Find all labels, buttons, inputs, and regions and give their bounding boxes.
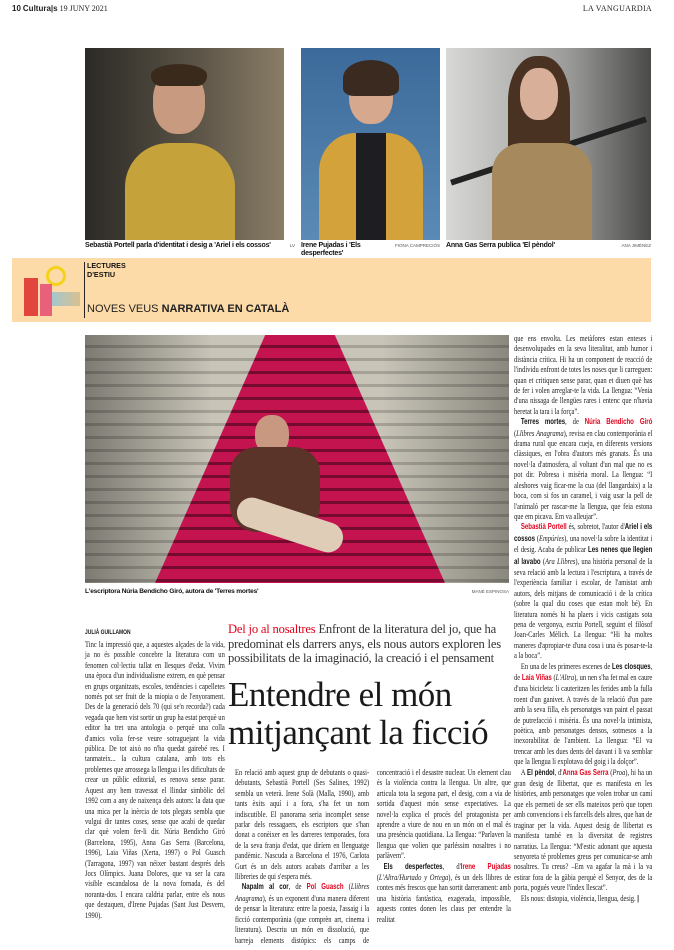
text-run: ), és un dels llibres de contes més frescos que han sortit darrerament: amb una història fantàstica, exagerada, impossible, aquests contes donen les claus per entendre la realitat	[376, 872, 511, 924]
left-column-text	[85, 639, 225, 920]
section-title-light: NOVES VEUS	[87, 303, 159, 315]
book-title: |	[637, 893, 640, 903]
text-run: Tinc la impressió que, a aquestes alçades de la vida, ja no és possible concebre la literatura com un fenomen col·lectiu tallat en llesques d'edat. Vivim una època d'un individualisme extrem, en què pensar en grups organitzats, escoles, tendències i capelletes només pot ser fruit de la miopia o de l'enyorament. Des de la generació dels 70 (qui se'n recorda?) cada vegada que hem vist sortir un grup ha estat perquè un editor ha tret una antologia o perquè una colla d'amics volia fer-se veure sotraguejant la vida pública. De tot això no n'ha quedat gairebé res. I tanmateix... la cultura catalana, amb tots els problemes que arrossega la llengua i les dificultats de crear un públic editorial, es renova sense parar. Aquest any hem travessat el llindar simbòlic del 1992 com a any de naixença dels autors: la data que una mica per la inèrcia de tots plegats sembla que vulgui dir tantes coses, sense que acabi de quedar clar què volem fer-li dir. Núria Bendicho Giró (Barcelona, 1995), Anna Gas Serra (Barcelona, 1996), Laia Viñas (Xerta, 1997) o Pol Guasch (Tarragona, 1997) van néixer bastant després dels Jocs Olímpics. Juana Dolores, que va ser la cara visible escandalosa de la nova fornada, és del noranta-dos. I encara caldria parlar, entre els nous que destaquen, d'Irene Pujadas (Sant Just Desvern, 1990).	[85, 639, 225, 920]
paragraph	[514, 416, 652, 521]
publisher-name: Llibres Anagrama	[235, 881, 370, 903]
article-headline: Entendre el món mitjançant la ficció	[228, 675, 489, 752]
photo-caption-1: Sebastià Portell parla d'identitat i desig a 'Ariel i els cossos'	[85, 242, 271, 249]
text-run: ), és un exponent d'una manera diferent de pensar la literatura: entre la poesia, l'assaig i la ficció contemporània (que comprèn art, cinema i literatura). Descriu un món en dissolució, que barreja elements distòpics: els camps de concentració i el desastre nuclear. Un element clau és la violència contra la llengua. Un altre, que articula tota la segona part, el desig, com a via de sortida d'aquest món sense expectatives. La novel·la explica el procés del protagonista per aprendre a viure de nou en un món on el mal és una presència quotidiana. La llengua: “Parlaven la llengua que volien que parléssim nosaltres i no parlàvem”.	[235, 767, 511, 945]
main-photo-caption-row	[85, 588, 509, 596]
section-title	[87, 303, 289, 315]
text-run: (	[551, 672, 556, 682]
paragraph	[514, 333, 652, 416]
main-photo-nuria-bendicho	[85, 335, 509, 583]
text-run: (	[608, 766, 613, 777]
photo-caption-row-2	[301, 242, 440, 257]
photo-anna-gas-serra	[446, 48, 651, 240]
publisher-name: Proa	[612, 766, 626, 777]
byline: JULIÀ GUILLAMON	[85, 629, 131, 636]
paragraph	[85, 639, 225, 920]
paragraph	[514, 893, 652, 904]
publisher-name: Llibres Anagrama	[516, 427, 564, 438]
photo-credit-3: ANA JIMÉNEZ	[621, 243, 651, 248]
photo-caption-row-3	[446, 242, 651, 250]
book-title: Les closques	[612, 661, 651, 671]
section-title-bold: NARRATIVA EN CATALÀ	[161, 303, 290, 315]
publisher-name: Empúries	[539, 532, 565, 543]
text-run: Els nous: distopia, violència, llengua, desig.	[520, 892, 638, 903]
section-band	[12, 258, 651, 322]
article-deck	[228, 622, 513, 666]
book-title: Ariel i els cossos	[514, 522, 653, 543]
book-title: Napalm al cor	[241, 882, 289, 892]
author-name: Núria Bendicho Giró	[584, 417, 653, 427]
paragraph	[514, 521, 652, 660]
text-run: és, sobretot, l'autor d'	[566, 521, 625, 532]
text-run: ), un nen s'ha fet mal en caure d'una bicicleta: li cauteritzen les ferides amb la fulla roent d'un ganivet. A través de la relació d'un pare amb la seva filla, els personatges van paint el passat de putrefacció i misèria. És una novel·la intimista, poètica, amb personatges densos, sotmesos a la inexorabilitat de l'ambient. La llengua: “El va trencar amb les dues dents del davant i li va semblar que la llengua li explotava del goig i la dolçor”.	[514, 672, 653, 767]
photo-caption-2: Irene Pujadas i 'Els desperfectes'	[301, 242, 361, 257]
text-run: , d'	[442, 860, 461, 871]
author-name: Pol Guasch	[306, 882, 344, 892]
text-run: (	[376, 872, 379, 883]
photo-irene-pujadas	[301, 48, 440, 240]
band-divider	[84, 262, 85, 318]
publisher-name: L'Altra/Hurtado y Ortega	[378, 872, 449, 883]
deck-kicker: Del jo al nosaltres	[228, 622, 316, 636]
main-photo-caption: L'escriptora Núria Bendicho Giró, autora de 'Terres mortes'	[85, 588, 259, 595]
paragraph	[377, 861, 511, 924]
text-run: , de	[288, 881, 307, 892]
page-number: 10	[12, 4, 21, 13]
author-name: Irene Pujadas	[460, 861, 511, 871]
text-run: ), una novel·la sobre la identitat i el desig. Acaba de publicar	[514, 532, 653, 555]
photo-caption-row-1	[85, 242, 295, 250]
main-photo-credit: MANÉ ESPINOSA	[471, 589, 509, 594]
author-name: Sebastià Portell	[520, 522, 567, 532]
paragraph	[514, 767, 652, 893]
text-run: (	[534, 532, 540, 543]
photo-credit-2: FIONA CAMPRECIÓS	[394, 243, 440, 248]
text-run: , de	[514, 660, 653, 682]
page-header-left	[12, 4, 108, 13]
photo-credit-1: LV	[289, 243, 295, 248]
series-label-line1: LECTURES	[87, 261, 126, 270]
paragraph	[514, 661, 652, 767]
publication-name: LA VANGUARDIA	[582, 4, 652, 13]
summer-reading-illustration	[18, 264, 82, 316]
article-right-column	[514, 333, 652, 904]
text-run: (	[343, 881, 351, 892]
text-run: (	[540, 555, 546, 566]
book-title: Les nenes que llegien al lavabo	[514, 545, 653, 566]
article-middle-columns	[235, 767, 511, 948]
text-run: ), hi ha un gran desig de llibertat, que es manifesta en les històries, amb personatges que volen trobar un camí que els permeti de ser ells mateixos però que topen amb convencions i els farcells dels altres, que han de traginar per la vida. Aquest desig de llibertat es manifesta també en la diversitat de registres narratius. La llengua: “M'estic adonant que aquesta senyoreta té problemes greus per comunicar-se amb nosaltres. Tu creus? –Em va agafar la mà i la va estirar fora de la gàbia perquè el Senyor, des de la porta, pogués veure l'índex llescat”.	[514, 766, 653, 893]
author-name: Laia Viñas	[521, 673, 552, 682]
publisher-name: L'Altra	[555, 672, 575, 682]
author-name: Anna Gas Serra	[562, 767, 609, 777]
text-run: , d'	[554, 766, 563, 777]
section-name: Cultura|s	[22, 4, 58, 13]
text-run: (	[514, 427, 517, 438]
text-run: En relació amb aquest grup de debutants o quasi-debutants, Sebastià Portell (Ses Salines, 1992) sembla un veterà. Irene Solà (Malla, 1990), amb tants èxits aquí i a fora, s'ha fet un nom indiscutible. El panorama seria incomplet sense parlar dels ressagaers, els escriptors que s'han donat a conèixer en les darreres temporades, fora de la seva franja d'edat, que diríem en llenguatge pandèmic. Nascuda a Barcelona el 1976, Carlota Gurt és un dels autors acabats d'arribar a les llibreries de qui s'espera més.	[235, 767, 370, 882]
publisher-name: Ara Llibres	[545, 555, 576, 566]
book-title: Els desperfectes	[383, 861, 443, 871]
text-run: A	[520, 766, 528, 777]
series-label-line2: D'ESTIU	[87, 269, 116, 279]
photo-caption-3: Anna Gas Serra publica 'El pèndol'	[446, 242, 555, 249]
text-run: ), revisa en clau contemporània el drama rural que encara cueja, en diferents versions clàssiques, en l'obra d'autors més granats. És una novel·la d'atmosfera, al voltant d'un mal que no es pot dir. Pobresa i misèria moral. La llengua: “I aleshores vaig ficar-me la cua (del llangardaix) a la boca, com si fos un caramel, i vaig usar la pell de l'animaló per rascar-me la llengua, que feia estona que em picava. Em va alleujar”.	[514, 427, 653, 521]
paragraph	[235, 767, 369, 881]
text-run: , de	[565, 416, 585, 427]
book-title: Terres mortes	[520, 417, 566, 427]
book-title: El pèndol	[527, 767, 555, 777]
issue-date: 19 JUNY 2021	[59, 4, 108, 13]
text-run: que ens envolta. Les metàfores estan enteses i desenvolupades en la seva literalitat, amb humor i distància crítica. Hi ha un component de reacció de l'individu enfront de totes les noses que li carreguen: quan et critiquen sense parar, quan et diuen què has de fer i volen arreglar-te la vida. La llengua: “Venia d'una nissaga de llengües rares i entenc que n'havia heretat la tara i la força”.	[514, 333, 653, 416]
deck-text: Enfront de la literatura del jo, que ha predominat els darrers anys, els nous autors exploren les possibilitats de la imaginació, la creació i el pensament	[228, 622, 501, 665]
text-run: En una de les primeres escenes de	[520, 660, 613, 671]
article-left-column	[85, 628, 225, 920]
photo-sebastia-portell	[85, 48, 284, 240]
text-run: ), una història personal de la seva relació amb la lectura i l'escriptura, a través de l'experiència familiar i escolar, de l'amistat amb autors, dels mitjans de comunicació i de la crítica (sobre la qual diu coses que estan molt bé). En literatura només hi ha plaers i vicis castigats sota pena de vergonya, escriu Portell, seguint el filòsof Joan-Carles Mèlich. La llengua: “Hi ha moltes maneres d'apropiar-te d'una cosa i una és posar-te-la a la boca”.	[514, 555, 653, 661]
